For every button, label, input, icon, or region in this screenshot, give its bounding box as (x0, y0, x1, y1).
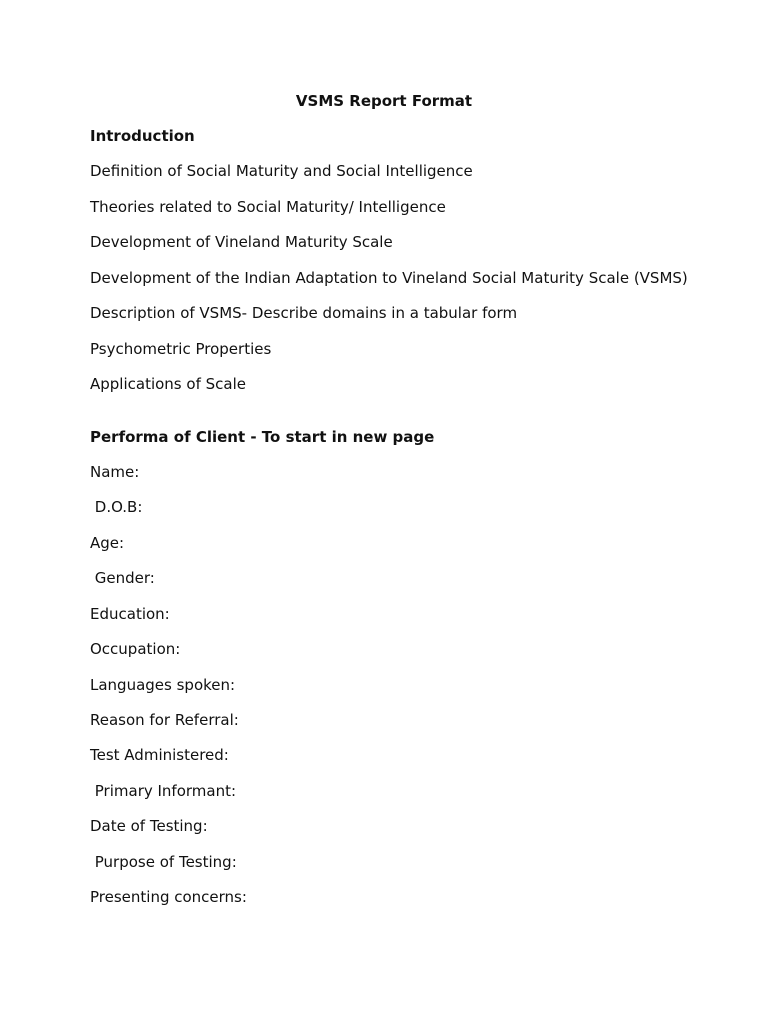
field-primary-informant: Primary Informant: (90, 782, 237, 800)
intro-item-indian-adaptation: Development of the Indian Adaptation to Vineland Social Maturity Scale (VSMS) (90, 269, 688, 287)
introduction-heading: Introduction (90, 127, 195, 145)
intro-item-description: Description of VSMS- Describe domains in a tabular form (90, 304, 518, 322)
intro-item-definition: Definition of Social Maturity and Social Intelligence (90, 162, 473, 180)
intro-item-vineland-development: Development of Vineland Maturity Scale (90, 233, 393, 251)
field-test-administered: Test Administered: (90, 746, 229, 764)
performa-heading: Performa of Client - To start in new page (90, 428, 435, 446)
intro-item-psychometric: Psychometric Properties (90, 340, 272, 358)
field-date-of-testing: Date of Testing: (90, 817, 208, 835)
field-dob: D.O.B: (90, 498, 143, 516)
field-age: Age: (90, 534, 125, 552)
field-referral-reason: Reason for Referral: (90, 711, 239, 729)
field-occupation: Occupation: (90, 640, 181, 658)
field-purpose-of-testing: Purpose of Testing: (90, 853, 237, 871)
field-languages: Languages spoken: (90, 676, 236, 694)
field-name: Name: (90, 463, 140, 481)
intro-item-theories: Theories related to Social Maturity/ Intelligence (90, 198, 446, 216)
field-presenting-concerns: Presenting concerns: (90, 888, 247, 906)
intro-item-applications: Applications of Scale (90, 375, 246, 393)
field-gender: Gender: (90, 569, 155, 587)
field-education: Education: (90, 605, 170, 623)
document-title: VSMS Report Format (295, 92, 473, 110)
